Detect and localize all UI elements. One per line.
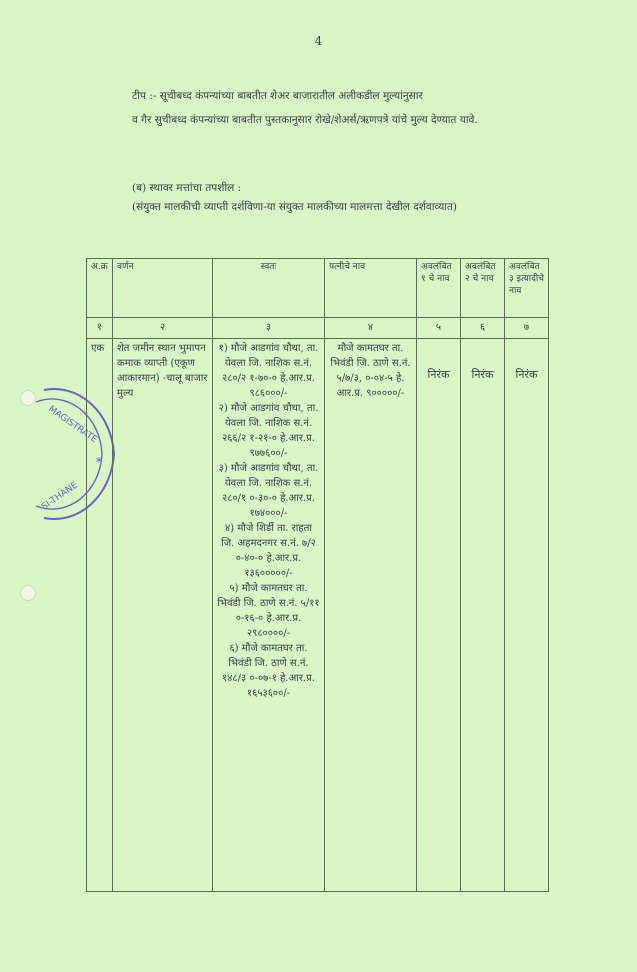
svg-text:*: * (96, 455, 102, 469)
cell-dependent-2: निरंक (461, 339, 505, 892)
punch-hole-bottom (20, 585, 36, 601)
header-self: स्वतः (213, 259, 325, 318)
header-dependent-1: अवलंबित १ चे नाव (417, 259, 461, 318)
header-spouse: पत्नीचे नाव (325, 259, 417, 318)
col-number: ५ (417, 318, 461, 339)
section-heading: (ब) स्थावर मत्तांचा तपशील : (132, 182, 242, 194)
immovable-assets-table (86, 258, 549, 892)
cell-dependent-1: निरंक (417, 339, 461, 892)
cell-dependent-3: निरंक (505, 339, 549, 892)
table-header-row (87, 259, 549, 318)
note-line-1: टीप :- सूचीबध्द कंपन्यांच्या बाबतीत शेअर बाजारातील अलीकडील मुल्यांनुसार (132, 90, 423, 102)
col-number: ७ (505, 318, 549, 339)
self-property-6: ६) मौजे कामतघर ता. भिवंडी जि. ठाणे स.नं. १४८/३ ०-०७-१ हे.आर.प्र. १६५३६००/- (222, 643, 315, 699)
header-sr: अ.क्र (87, 259, 113, 318)
col-number: ४ (325, 318, 417, 339)
header-dependent-3: अवलंबित ३ इत्यादीचे नाव (505, 259, 549, 318)
svg-text:SI-THANE: SI-THANE (39, 480, 80, 513)
col-number: ३ (213, 318, 325, 339)
self-property-1: १) मौजे आडगांव चौथा, ता. येवला जि. नाशिक स.नं. २८०/२ १-७०-० हे.आर.प्र. ९८६०००/- (218, 343, 319, 399)
cell-self (213, 339, 325, 892)
cell-spouse: मौजे कामतघर ता. भिवंडी जि. ठाणे स.नं. ५/७/३, ०-०४-५ हे. आर.प्र. ९०००००/- (325, 339, 417, 892)
col-number: ६ (461, 318, 505, 339)
header-dependent-2: अवलंबित २ चे नाव (461, 259, 505, 318)
cell-sr: एक (87, 339, 113, 892)
svg-text:MAGISTRATE: MAGISTRATE (46, 404, 99, 446)
self-property-5: ५) मौजे कामतघर ता. भिवंडी जि. ठाणे स.नं. ५/११ ०-१६-० हे.आर.प्र. २९८००००/- (217, 583, 320, 639)
page-number: 4 (314, 34, 323, 48)
self-property-3: ३) मौजे आडगांव चौथा, ता. येवला जि. नाशिक स.नं. २८०/१ ०-३०-० हे.आर.प्र. १७४०००/- (218, 463, 319, 519)
table-row (87, 339, 549, 892)
section-subheading: (संयुक्त मालकीची व्याप्ती दर्शविणा-या संयुक्त मालकीच्या मालमत्ता देखील दर्शवाव्यात) (132, 201, 457, 213)
cell-description: शेत जमीन स्थान भुमापन कमाक व्याप्ती (एकूण आकारमान) -चालू बाजार मुल्य (113, 339, 213, 892)
table-number-row (87, 318, 549, 339)
header-description: वर्णन (113, 259, 213, 318)
col-number: २ (113, 318, 213, 339)
self-property-2: २) मौजे आडगांव चौथा, ता. येवला जि. नाशिक स.नं. २६६/२ १-२१-० हे.आर.प्र. ९७७६००/- (218, 403, 319, 459)
col-number: १ (87, 318, 113, 339)
note-line-2: व गैर सुचीबध्द कंपन्यांच्या बाबतीत पुस्तकानुसार रोखे/शेअर्स/ऋणपत्रे यांचे मुल्य देण्यात यावे. (132, 114, 478, 126)
self-property-4: ४) मौजे शिर्डी ता. राहता जि. अहमदनगर स.नं. ७/२ ०-४०-० हे.आर.प्र. १३६०००००/- (221, 523, 316, 579)
